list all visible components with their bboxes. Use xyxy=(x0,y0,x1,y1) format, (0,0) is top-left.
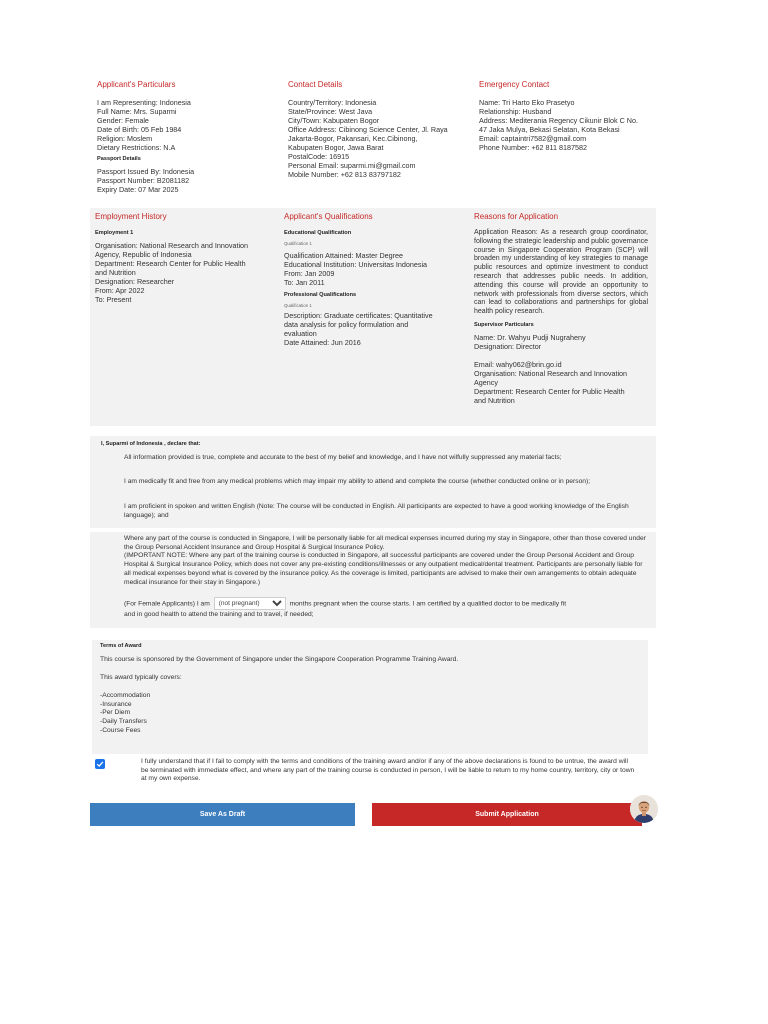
agree-text: I fully understand that if I fail to comply with the terms and conditions of the training award and/or if any of the above declarations is found to be untrue, the award will be terminated with immediate effect, and where any part of the training course is conducted in person, I will be liable to return to my home country, territory, city or town at my own expense. xyxy=(141,758,635,783)
emergency-detail-line: 47 Jaka Mulya, Bekasi Selatan, Kota Bekasi xyxy=(479,125,620,134)
applicant-detail-line: Full Name: Mrs. Suparmi xyxy=(97,107,177,116)
supervisor-particulars-title: Supervisor Particulars xyxy=(474,321,534,328)
declaration-heading: I, Suparmi of Indonesia , declare that: xyxy=(101,441,201,447)
professional-qualification-number: Qualification 1 xyxy=(284,303,312,308)
passport-details xyxy=(97,167,272,194)
contact-detail-line: Jakarta-Bogor, Pakansari, Kec.Cibinong, xyxy=(288,134,418,143)
terms-cover-item: -Accommodation xyxy=(100,692,151,699)
applicant-particulars-section xyxy=(97,80,272,194)
supervisor-detail-line: Name: Dr. Wahyu Pudji Nugraheny xyxy=(474,332,586,342)
professional-detail-line: data analysis for policy formulation and xyxy=(284,320,409,329)
passport-detail-line: Expiry Date: 07 Mar 2025 xyxy=(97,185,179,194)
contact-details-title: Contact Details xyxy=(288,80,343,89)
submit-application-button[interactable]: Submit Application xyxy=(372,803,642,826)
contact-detail-line: Office Address: Cibinong Science Center, Jl. Raya xyxy=(288,125,448,134)
passport-detail-line: Passport Number: B2081182 xyxy=(97,176,190,185)
applicant-detail-line: Dietary Restrictions: N.A xyxy=(97,143,176,152)
save-draft-button[interactable]: Save As Draft xyxy=(90,803,355,826)
pregnancy-text-after: months pregnant when the course starts. I am certified by a qualified doctor to be medically fit xyxy=(289,600,567,608)
professional-qualifications-title: Professional Qualifications xyxy=(284,292,357,298)
contact-detail-line: Kabupaten Bogor, Jawa Barat xyxy=(288,143,384,152)
supervisor-detail-line: Organisation: National Research and Innovation xyxy=(474,368,628,378)
contact-detail-line: State/Province: West Java xyxy=(288,107,373,116)
employment-detail-line: From: Apr 2022 xyxy=(95,286,145,295)
agree-checkbox[interactable] xyxy=(95,759,105,769)
educational-detail-line: Educational Institution: Universitas Indonesia xyxy=(284,260,428,269)
supervisor-detail-line: Department: Research Center for Public Health xyxy=(474,386,625,396)
contact-detail-line: Mobile Number: +62 813 83797182 xyxy=(288,170,401,179)
contact-detail-line: PostalCode: 16915 xyxy=(288,152,350,161)
employment-detail-line: Organisation: National Research and Innovation xyxy=(95,241,249,250)
emergency-contact-title: Emergency Contact xyxy=(479,80,550,89)
qualifications-title: Applicant's Qualifications xyxy=(284,212,373,221)
applicant-detail-line: I am Representing: Indonesia xyxy=(97,98,191,107)
applicant-details xyxy=(97,98,272,152)
applicant-detail-line: Date of Birth: 05 Feb 1984 xyxy=(97,125,182,134)
educational-detail-line: From: Jan 2009 xyxy=(284,269,335,278)
declaration-item-2: I am medically fit and free from any medical problems which may impair my ability to attend and complete the course (whether conducted online or in person); xyxy=(124,478,591,485)
applicant-detail-line: Gender: Female xyxy=(97,116,149,125)
terms-covers: This award typically covers: xyxy=(100,674,182,681)
avatar[interactable] xyxy=(630,795,658,823)
reasons-title: Reasons for Application xyxy=(474,212,559,221)
employment-detail-line: and Nutrition xyxy=(95,268,136,277)
emergency-detail-line: Address: Mediterania Regency Cikunir Blok C No. xyxy=(479,116,638,125)
contact-details-section xyxy=(288,80,463,179)
professional-detail-line: Date Attained: Jun 2016 xyxy=(284,338,361,347)
emergency-contact-section xyxy=(479,80,654,152)
applicant-particulars-title: Applicant's Particulars xyxy=(97,80,176,89)
medical-important-note: (IMPORTANT NOTE: Where any part of the training course is conducted in Singapore, all successful participants are covered under the Group Personal Accident and Group Hospital & Surgical Insurance Policy, which does not cover any pre-existing conditions/illnesses or any outpatient medical/dental treatment. Participants are personally liable for all medical expenses beyond what is covered by the insurance policy. As the coverage is limited, participants are advised to make their own arrangements to obtain adequate medical insurance for their stay in Singapore.) xyxy=(124,552,643,586)
contact-detail-line: City/Town: Kabupaten Bogor xyxy=(288,116,380,125)
terms-cover-item: -Daily Transfers xyxy=(100,718,147,726)
medical-liability-text: Where any part of the course is conducted in Singapore, I will be personally liable for all medical expenses incurred during my stay in Singapore, other than those covered under the Group Personal Accident Insurance and Group Hospital & Surgical Insurance Policy. (IMPORTANT NOTE: Where any part of the training course is conducted in Singapore, all successful participants are covered under the Group Personal Accident and Group Hospital & Surgical Insurance Policy, which does not cover any pre-existing conditions/illnesses or any outpatient medical/dental treatment. Participants are personally liable for all medical expenses beyond what is covered by the insurance policy. As the coverage is limited, participants are advised to make their own arrangements to obtain adequate medical insurance for their stay in Singapore.) xyxy=(124,535,646,586)
emergency-details xyxy=(479,98,654,152)
employment-history-title: Employment History xyxy=(95,212,167,221)
qualifications-section xyxy=(284,212,464,347)
supervisor-detail-line: Designation: Director xyxy=(474,341,542,351)
emergency-detail-line: Phone Number: +62 811 8187582 xyxy=(479,143,587,152)
pregnancy-statement-line2: and in good health to attend the training and to travel, if needed; xyxy=(124,611,314,618)
contact-detail-line: Country/Territory: Indonesia xyxy=(288,98,377,107)
contact-detail-line: Personal Email: suparmi.mi@gmail.com xyxy=(288,161,416,170)
educational-qualification-title: Educational Qualification xyxy=(284,230,352,236)
professional-details xyxy=(284,311,464,347)
professional-detail-line: evaluation xyxy=(284,329,317,338)
passport-detail-line: Passport Issued By: Indonesia xyxy=(97,167,195,176)
terms-cover-item: -Insurance xyxy=(100,700,132,708)
employment-detail-line: Agency, Republic of Indonesia xyxy=(95,250,192,259)
terms-cover-item: -Course Fees xyxy=(100,726,141,734)
supervisor-details-more xyxy=(474,360,648,405)
terms-title: Terms of Award xyxy=(100,643,142,649)
declaration-item-1: All information provided is true, complete and accurate to the best of my belief and knowledge, and I have not wilfully suppressed any material facts; xyxy=(124,454,562,461)
user-avatar-icon xyxy=(630,795,658,823)
educational-qualification-number: Qualification 1 xyxy=(284,241,312,246)
supervisor-detail-line: Email: wahy062@brin.go.id xyxy=(474,359,562,369)
passport-details-title: Passport Details xyxy=(97,156,141,162)
check-icon xyxy=(96,760,104,768)
pregnancy-text-before: (For Female Applicants) I am xyxy=(124,600,210,608)
emergency-detail-line: Relationship: Husband xyxy=(479,107,552,116)
educational-detail-line: To: Jan 2011 xyxy=(284,278,325,287)
reasons-section xyxy=(474,212,648,405)
employment-detail-line: To: Present xyxy=(95,295,132,304)
employment-subtitle: Employment 1 xyxy=(95,230,134,236)
applicant-detail-line: Religion: Moslem xyxy=(97,134,153,143)
contact-details xyxy=(288,98,463,179)
educational-details xyxy=(284,251,464,287)
emergency-detail-line: Name: Tri Harto Eko Prasetyo xyxy=(479,98,575,107)
supervisor-detail-line: and Nutrition xyxy=(474,395,515,405)
declaration-item-3: I am proficient in spoken and written English (Note: The course will be conducted in English. All participants are expected to have a good working knowledge of the English language); and xyxy=(124,503,629,519)
employment-details xyxy=(95,241,275,304)
employment-detail-line: Designation: Researcher xyxy=(95,277,175,286)
terms-covers-list xyxy=(100,692,300,736)
terms-text: This course is sponsored by the Government of Singapore under the Singapore Cooperation Programme Training Award. xyxy=(100,656,459,663)
employment-detail-line: Department: Research Center for Public Health xyxy=(95,259,246,268)
terms-cover-item: -Per Diem xyxy=(100,709,131,717)
emergency-detail-line: Email: captaintri7582@gmail.com xyxy=(479,134,587,143)
pregnancy-statement xyxy=(124,597,654,610)
pregnancy-select[interactable] xyxy=(214,597,286,610)
supervisor-detail-line: Agency xyxy=(474,377,498,387)
employment-history-section xyxy=(95,212,275,304)
supervisor-details xyxy=(474,333,648,351)
professional-detail-line: Description: Graduate certificates: Quantitative xyxy=(284,311,433,320)
educational-detail-line: Qualification Attained: Master Degree xyxy=(284,251,404,260)
application-reason-text: Application Reason: As a research group coordinator, following the strategic leadership and public governance course in Singapore Cooperation Program (SCP) will broaden my understanding of key strategies to manage public resources and optimize investment to conduct research that addresses public needs. In addition, attending this course will provide an opportunity to network with professionals from diverse sectors, which can lead to collaborations and partnerships for global health policy research. xyxy=(474,229,648,316)
